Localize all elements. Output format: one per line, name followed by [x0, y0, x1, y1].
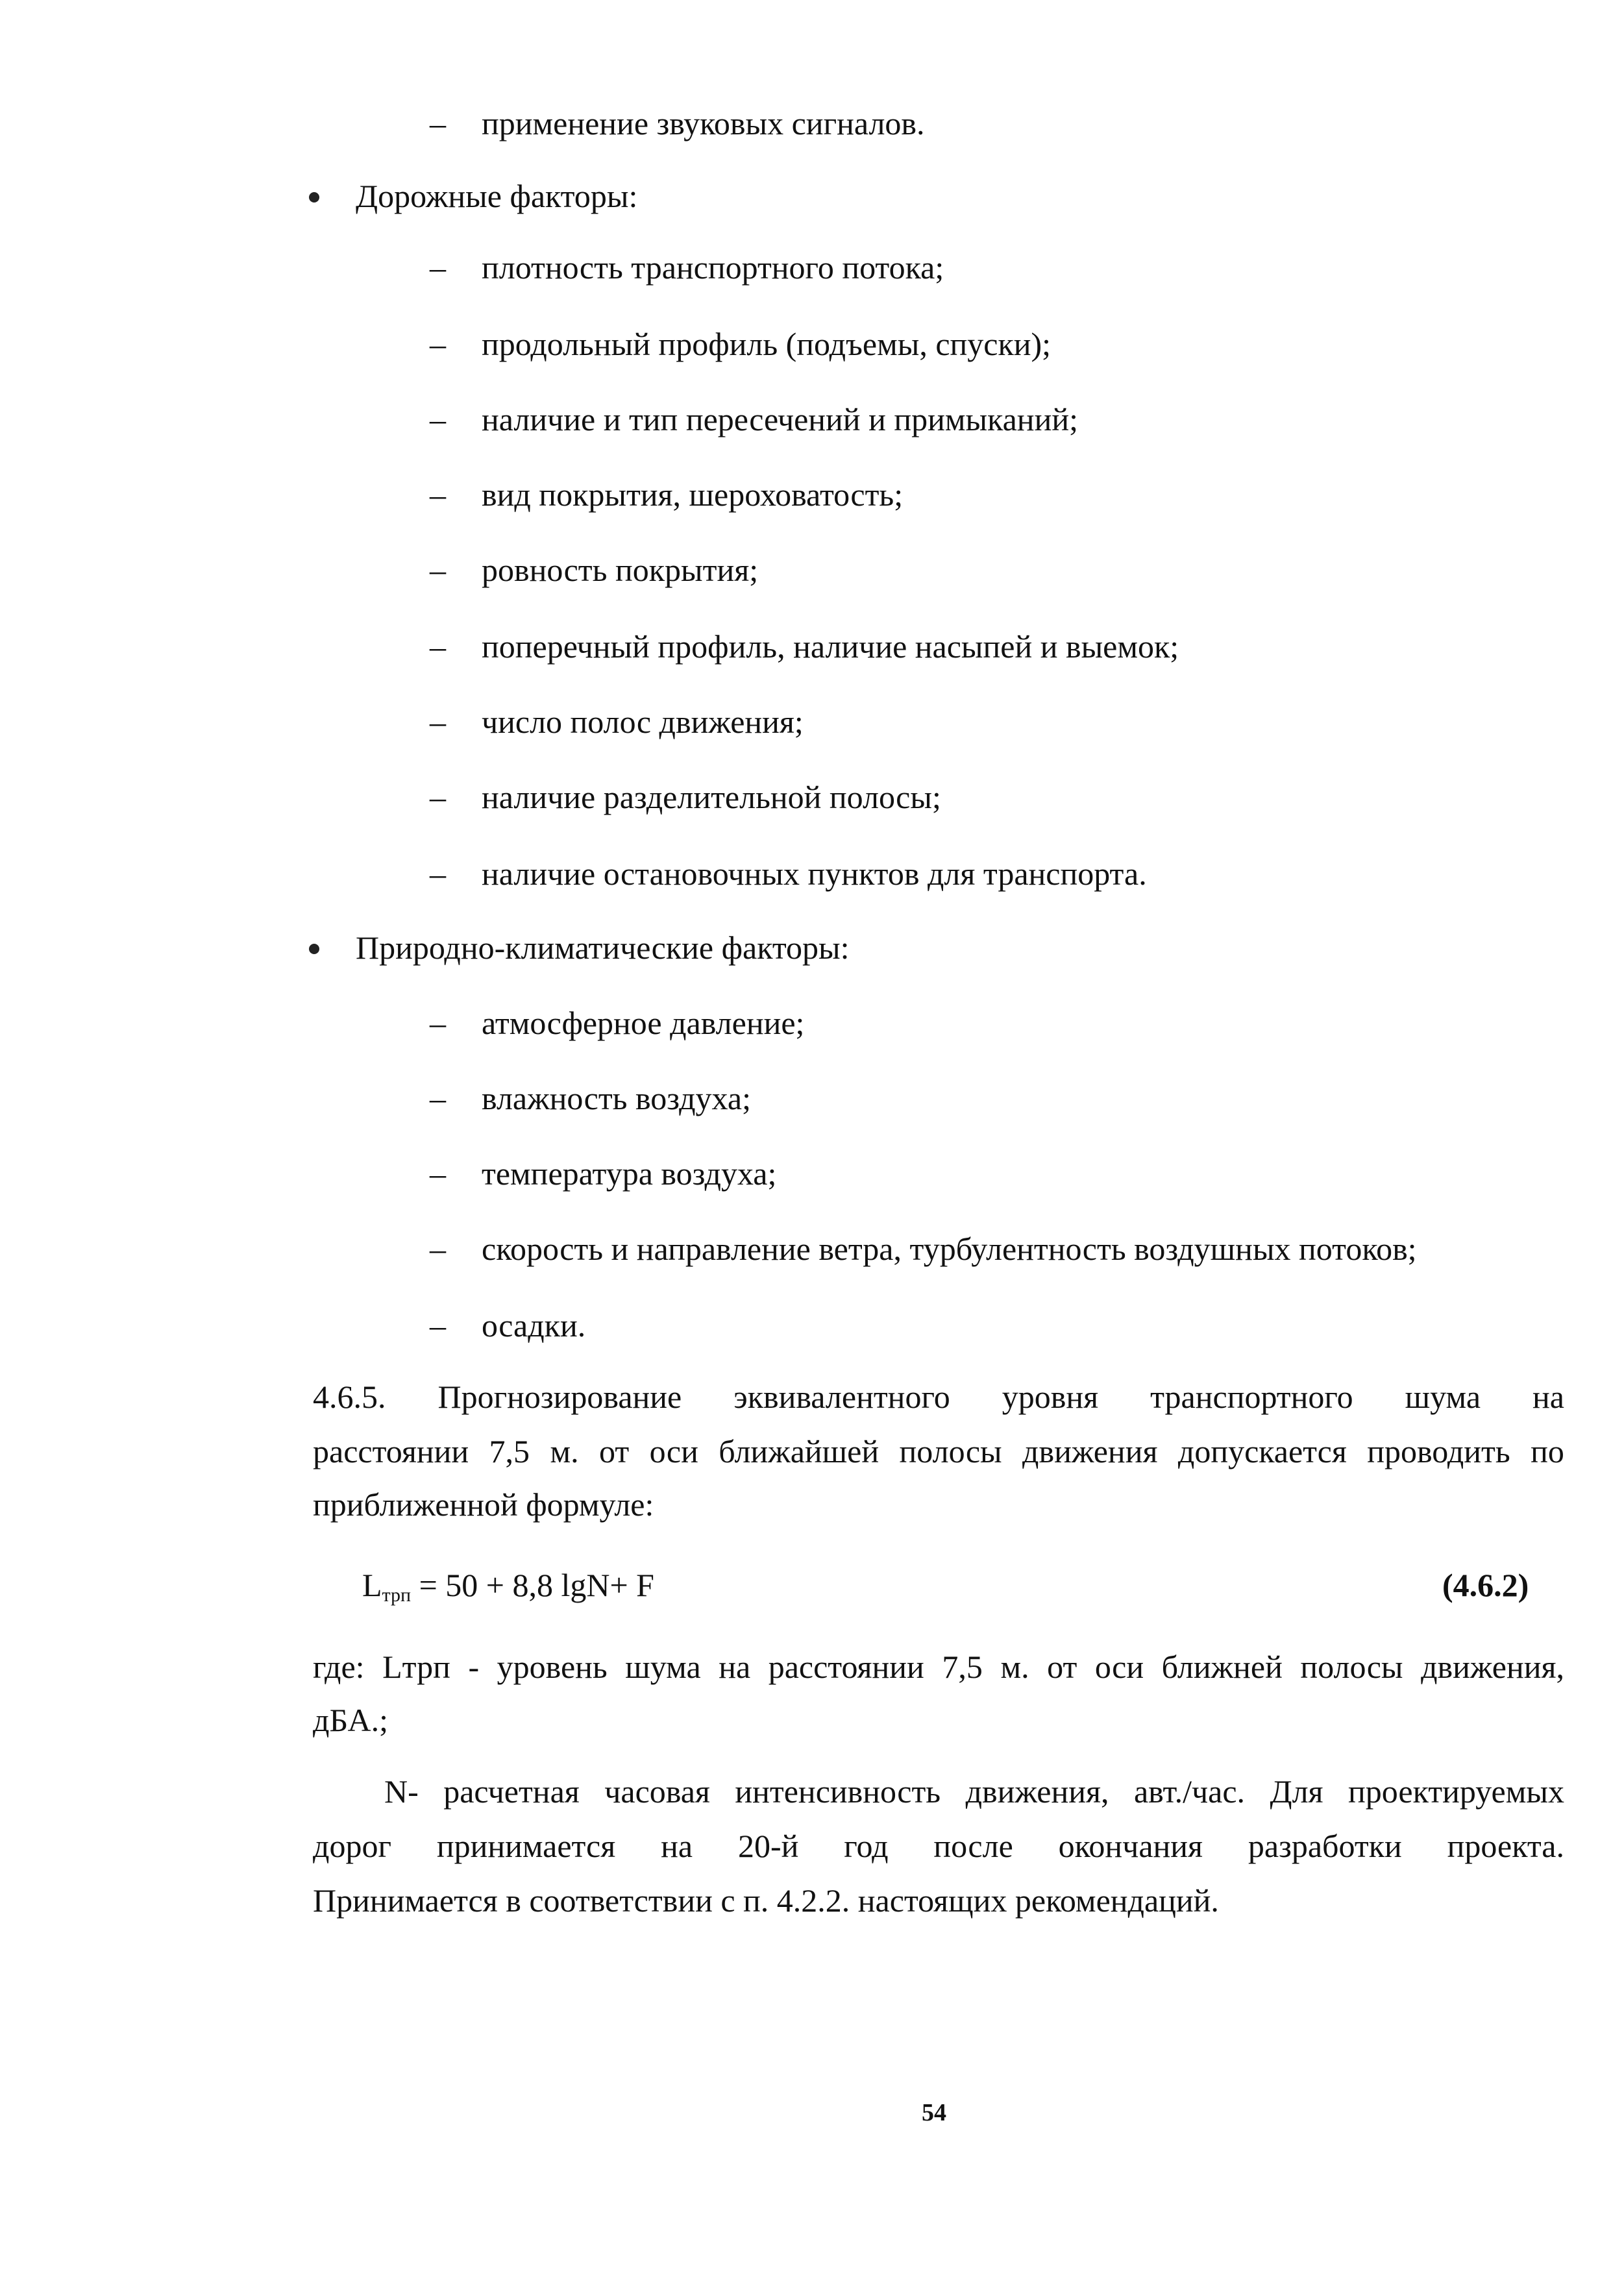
list-dash: –	[430, 779, 446, 815]
bullet-icon	[309, 192, 319, 203]
word: Прогнозирование	[437, 1379, 682, 1415]
list-dash: –	[430, 249, 446, 286]
word: на	[661, 1828, 693, 1864]
word: расстоянии	[768, 1649, 924, 1685]
word: Lтрп	[382, 1649, 450, 1685]
word: движения	[1022, 1433, 1158, 1469]
list-dash: –	[430, 105, 446, 141]
list-item: поперечный профиль, наличие насыпей и выемок;	[482, 628, 1179, 665]
list-dash: –	[430, 1307, 446, 1344]
word: от	[1047, 1649, 1077, 1685]
list-dash: –	[430, 401, 446, 437]
word: оси	[649, 1433, 698, 1469]
paragraph-line	[313, 1647, 1564, 1686]
formula-symbol: L	[362, 1567, 382, 1603]
word: движения,	[1421, 1649, 1564, 1685]
paragraph-line	[313, 1432, 1564, 1471]
word: проекта.	[1447, 1828, 1564, 1864]
word: м.	[1000, 1649, 1029, 1685]
page-number: 54	[922, 2099, 946, 2126]
word: на	[1532, 1379, 1564, 1415]
list-dash: –	[430, 476, 446, 513]
word: интенсивность	[735, 1773, 941, 1810]
formula-subscript: трп	[382, 1584, 412, 1606]
word: окончания	[1058, 1828, 1203, 1864]
word: часовая	[604, 1773, 710, 1810]
list-item: атмосферное давление;	[482, 1005, 805, 1041]
list-item: скорость и направление ветра, турбулентность воздушных потоков;	[482, 1231, 1417, 1267]
word: 4.6.5.	[313, 1379, 386, 1415]
paragraph-line: Принимается в соответствии с п. 4.2.2. настоящих рекомендаций.	[313, 1882, 1219, 1919]
section-heading: Природно-климатические факторы:	[356, 929, 850, 966]
list-item: наличие и тип пересечений и примыканий;	[482, 401, 1078, 437]
list-dash: –	[430, 855, 446, 892]
list-item: ровность покрытия;	[482, 552, 759, 588]
list-item: продольный профиль (подъемы, спуски);	[482, 326, 1052, 362]
list-dash: –	[430, 1155, 446, 1192]
word: ближней	[1161, 1649, 1283, 1685]
word: допускается	[1177, 1433, 1347, 1469]
list-dash: –	[430, 1080, 446, 1116]
list-item: плотность транспортного потока;	[482, 249, 944, 286]
word: движения,	[965, 1773, 1109, 1810]
word: разработки	[1248, 1828, 1402, 1864]
word: где:	[313, 1649, 365, 1685]
word: Для	[1270, 1773, 1323, 1810]
word: от	[599, 1433, 630, 1469]
word: полосы	[899, 1433, 1002, 1469]
word: -	[468, 1649, 480, 1685]
word: расстоянии	[313, 1433, 469, 1469]
list-item: наличие разделительной полосы;	[482, 779, 941, 815]
paragraph-line	[384, 1772, 1564, 1811]
paragraph-line: дБА.;	[313, 1702, 388, 1738]
word: расчетная	[443, 1773, 580, 1810]
word: ближайшей	[719, 1433, 880, 1469]
paragraph-line	[313, 1377, 1564, 1416]
word: принимается	[436, 1828, 616, 1864]
word: по	[1531, 1433, 1564, 1469]
word: авт./час.	[1133, 1773, 1246, 1810]
word: N-	[384, 1773, 419, 1810]
word: год	[844, 1828, 889, 1864]
list-dash: –	[430, 704, 446, 740]
word: полосы	[1300, 1649, 1403, 1685]
list-dash: –	[430, 326, 446, 362]
word: 7,5	[489, 1433, 530, 1469]
paragraph-line: приближенной формуле:	[313, 1486, 654, 1523]
word: проектируемых	[1348, 1773, 1564, 1810]
formula	[362, 1566, 654, 1615]
word: оси	[1094, 1649, 1144, 1685]
formula-body: = 50 + 8,8 lgN+ F	[411, 1567, 654, 1603]
word: уровень	[497, 1649, 608, 1685]
bullet-icon	[309, 944, 319, 954]
list-item: осадки.	[482, 1307, 586, 1344]
list-item: число полос движения;	[482, 704, 804, 740]
word: шума	[625, 1649, 701, 1685]
list-item: вид покрытия, шероховатость;	[482, 476, 904, 513]
word: уровня	[1002, 1379, 1099, 1415]
list-dash: –	[430, 628, 446, 665]
word: 7,5	[942, 1649, 983, 1685]
equation-number: (4.6.2)	[1442, 1567, 1529, 1603]
word: проводить	[1367, 1433, 1510, 1469]
list-item: влажность воздуха;	[482, 1080, 751, 1116]
paragraph-line	[313, 1826, 1564, 1865]
word: на	[719, 1649, 751, 1685]
word: после	[933, 1828, 1013, 1864]
word: эквивалентного	[733, 1379, 950, 1415]
section-heading: Дорожные факторы:	[356, 178, 638, 214]
word: транспортного	[1150, 1379, 1353, 1415]
list-item: температура воздуха;	[482, 1155, 777, 1192]
word: м.	[550, 1433, 579, 1469]
list-item: применение звуковых сигналов.	[482, 105, 925, 141]
word: шума	[1405, 1379, 1481, 1415]
list-dash: –	[430, 552, 446, 588]
list-dash: –	[430, 1231, 446, 1267]
list-dash: –	[430, 1005, 446, 1041]
word: дорог	[313, 1828, 391, 1864]
list-item: наличие остановочных пунктов для транспорта.	[482, 855, 1147, 892]
word: 20-й	[737, 1828, 799, 1864]
